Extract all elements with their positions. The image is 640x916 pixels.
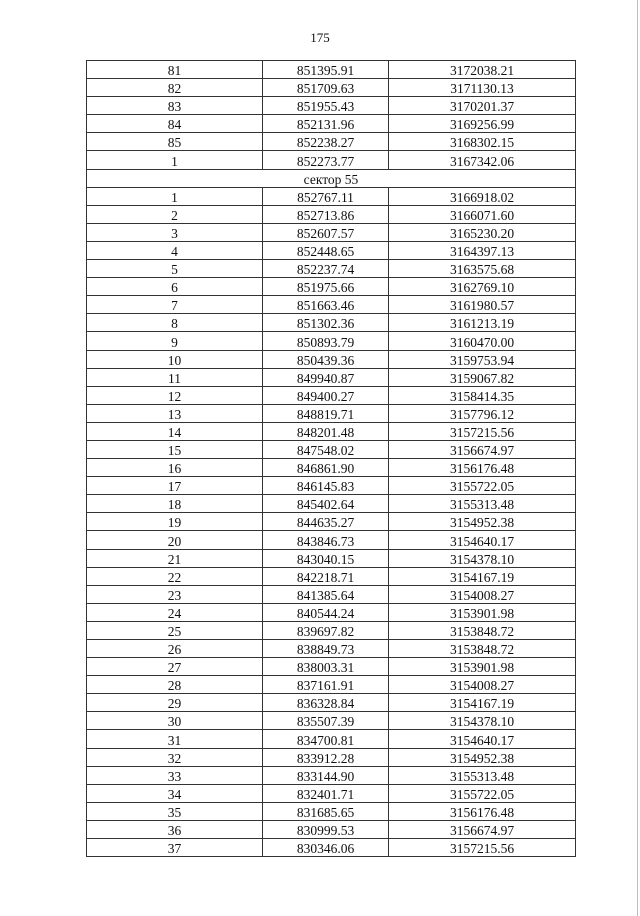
- x-coordinate-cell: 851955.43: [263, 97, 389, 115]
- x-coordinate-cell: 843846.73: [263, 531, 389, 549]
- table-row: [87, 187, 576, 205]
- y-coordinate-cell: 3153901.98: [389, 603, 576, 621]
- table-row: [87, 97, 576, 115]
- x-coordinate-cell: 847548.02: [263, 440, 389, 458]
- table-row: [87, 495, 576, 513]
- y-coordinate-cell: 3154008.27: [389, 676, 576, 694]
- y-coordinate-cell: 3161213.19: [389, 314, 576, 332]
- table-row: [87, 440, 576, 458]
- table-row: [87, 730, 576, 748]
- point-number-cell: 11: [87, 368, 263, 386]
- point-number-cell: 37: [87, 839, 263, 857]
- y-coordinate-cell: 3161980.57: [389, 296, 576, 314]
- x-coordinate-cell: 852273.77: [263, 151, 389, 169]
- x-coordinate-cell: 849940.87: [263, 368, 389, 386]
- table-row: [87, 386, 576, 404]
- table-row: [87, 205, 576, 223]
- point-number-cell: 1: [87, 151, 263, 169]
- point-number-cell: 31: [87, 730, 263, 748]
- point-number-cell: 10: [87, 350, 263, 368]
- y-coordinate-cell: 3154167.19: [389, 694, 576, 712]
- coordinates-table-body: [87, 61, 576, 857]
- x-coordinate-cell: 830346.06: [263, 839, 389, 857]
- point-number-cell: 83: [87, 97, 263, 115]
- y-coordinate-cell: 3157215.56: [389, 422, 576, 440]
- x-coordinate-cell: 843040.15: [263, 549, 389, 567]
- y-coordinate-cell: 3165230.20: [389, 223, 576, 241]
- table-row: [87, 603, 576, 621]
- y-coordinate-cell: 3156674.97: [389, 440, 576, 458]
- table-row: [87, 549, 576, 567]
- x-coordinate-cell: 851395.91: [263, 61, 389, 79]
- y-coordinate-cell: 3154378.10: [389, 549, 576, 567]
- table-row: [87, 223, 576, 241]
- x-coordinate-cell: 835507.39: [263, 712, 389, 730]
- y-coordinate-cell: 3172038.21: [389, 61, 576, 79]
- point-number-cell: 18: [87, 495, 263, 513]
- x-coordinate-cell: 852238.27: [263, 133, 389, 151]
- x-coordinate-cell: 842218.71: [263, 567, 389, 585]
- x-coordinate-cell: 850439.36: [263, 350, 389, 368]
- table-row: [87, 585, 576, 603]
- table-row: [87, 784, 576, 802]
- y-coordinate-cell: 3168302.15: [389, 133, 576, 151]
- x-coordinate-cell: 838003.31: [263, 658, 389, 676]
- table-row: [87, 820, 576, 838]
- point-number-cell: 29: [87, 694, 263, 712]
- y-coordinate-cell: 3163575.68: [389, 260, 576, 278]
- point-number-cell: 24: [87, 603, 263, 621]
- coordinates-table: [86, 60, 576, 857]
- table-row: [87, 839, 576, 857]
- y-coordinate-cell: 3170201.37: [389, 97, 576, 115]
- table-row: [87, 748, 576, 766]
- y-coordinate-cell: 3155722.05: [389, 784, 576, 802]
- sector-header-row: [87, 169, 576, 187]
- point-number-cell: 3: [87, 223, 263, 241]
- table-row: [87, 241, 576, 259]
- point-number-cell: 28: [87, 676, 263, 694]
- table-row: [87, 332, 576, 350]
- table-row: [87, 350, 576, 368]
- x-coordinate-cell: 852131.96: [263, 115, 389, 133]
- point-number-cell: 27: [87, 658, 263, 676]
- x-coordinate-cell: 852237.74: [263, 260, 389, 278]
- point-number-cell: 22: [87, 567, 263, 585]
- y-coordinate-cell: 3159067.82: [389, 368, 576, 386]
- table-row: [87, 513, 576, 531]
- y-coordinate-cell: 3156674.97: [389, 820, 576, 838]
- point-number-cell: 20: [87, 531, 263, 549]
- y-coordinate-cell: 3154952.38: [389, 748, 576, 766]
- table-row: [87, 115, 576, 133]
- x-coordinate-cell: 850893.79: [263, 332, 389, 350]
- point-number-cell: 32: [87, 748, 263, 766]
- y-coordinate-cell: 3166071.60: [389, 205, 576, 223]
- x-coordinate-cell: 852767.11: [263, 187, 389, 205]
- point-number-cell: 82: [87, 79, 263, 97]
- x-coordinate-cell: 837161.91: [263, 676, 389, 694]
- x-coordinate-cell: 848201.48: [263, 422, 389, 440]
- x-coordinate-cell: 851663.46: [263, 296, 389, 314]
- x-coordinate-cell: 851709.63: [263, 79, 389, 97]
- point-number-cell: 7: [87, 296, 263, 314]
- x-coordinate-cell: 838849.73: [263, 640, 389, 658]
- x-coordinate-cell: 851302.36: [263, 314, 389, 332]
- x-coordinate-cell: 833144.90: [263, 766, 389, 784]
- table-row: [87, 133, 576, 151]
- scan-edge-line: [637, 0, 638, 916]
- table-row: [87, 314, 576, 332]
- x-coordinate-cell: 832401.71: [263, 784, 389, 802]
- y-coordinate-cell: 3159753.94: [389, 350, 576, 368]
- y-coordinate-cell: 3154952.38: [389, 513, 576, 531]
- table-row: [87, 459, 576, 477]
- y-coordinate-cell: 3155722.05: [389, 477, 576, 495]
- y-coordinate-cell: 3157215.56: [389, 839, 576, 857]
- x-coordinate-cell: 845402.64: [263, 495, 389, 513]
- point-number-cell: 17: [87, 477, 263, 495]
- table-row: [87, 640, 576, 658]
- table-row: [87, 368, 576, 386]
- y-coordinate-cell: 3154640.17: [389, 730, 576, 748]
- point-number-cell: 30: [87, 712, 263, 730]
- table-row: [87, 567, 576, 585]
- x-coordinate-cell: 836328.84: [263, 694, 389, 712]
- x-coordinate-cell: 830999.53: [263, 820, 389, 838]
- point-number-cell: 36: [87, 820, 263, 838]
- point-number-cell: 26: [87, 640, 263, 658]
- y-coordinate-cell: 3156176.48: [389, 802, 576, 820]
- x-coordinate-cell: 846861.90: [263, 459, 389, 477]
- y-coordinate-cell: 3166918.02: [389, 187, 576, 205]
- point-number-cell: 23: [87, 585, 263, 603]
- y-coordinate-cell: 3154167.19: [389, 567, 576, 585]
- y-coordinate-cell: 3162769.10: [389, 278, 576, 296]
- table-row: [87, 712, 576, 730]
- x-coordinate-cell: 849400.27: [263, 386, 389, 404]
- table-row: [87, 676, 576, 694]
- y-coordinate-cell: 3155313.48: [389, 495, 576, 513]
- point-number-cell: 85: [87, 133, 263, 151]
- point-number-cell: 25: [87, 621, 263, 639]
- y-coordinate-cell: 3164397.13: [389, 241, 576, 259]
- y-coordinate-cell: 3153848.72: [389, 621, 576, 639]
- y-coordinate-cell: 3160470.00: [389, 332, 576, 350]
- point-number-cell: 4: [87, 241, 263, 259]
- point-number-cell: 21: [87, 549, 263, 567]
- table-row: [87, 61, 576, 79]
- x-coordinate-cell: 852607.57: [263, 223, 389, 241]
- y-coordinate-cell: 3171130.13: [389, 79, 576, 97]
- table-row: [87, 151, 576, 169]
- x-coordinate-cell: 844635.27: [263, 513, 389, 531]
- point-number-cell: 35: [87, 802, 263, 820]
- table-row: [87, 621, 576, 639]
- x-coordinate-cell: 841385.64: [263, 585, 389, 603]
- point-number-cell: 81: [87, 61, 263, 79]
- sector-title: сектор 55: [87, 169, 576, 187]
- y-coordinate-cell: 3167342.06: [389, 151, 576, 169]
- y-coordinate-cell: 3155313.48: [389, 766, 576, 784]
- table-row: [87, 531, 576, 549]
- table-row: [87, 296, 576, 314]
- table-row: [87, 802, 576, 820]
- table-row: [87, 694, 576, 712]
- y-coordinate-cell: 3169256.99: [389, 115, 576, 133]
- point-number-cell: 19: [87, 513, 263, 531]
- point-number-cell: 13: [87, 404, 263, 422]
- point-number-cell: 34: [87, 784, 263, 802]
- x-coordinate-cell: 852713.86: [263, 205, 389, 223]
- y-coordinate-cell: 3153848.72: [389, 640, 576, 658]
- point-number-cell: 6: [87, 278, 263, 296]
- x-coordinate-cell: 851975.66: [263, 278, 389, 296]
- x-coordinate-cell: 848819.71: [263, 404, 389, 422]
- point-number-cell: 5: [87, 260, 263, 278]
- point-number-cell: 12: [87, 386, 263, 404]
- y-coordinate-cell: 3154008.27: [389, 585, 576, 603]
- y-coordinate-cell: 3154640.17: [389, 531, 576, 549]
- point-number-cell: 14: [87, 422, 263, 440]
- table-row: [87, 79, 576, 97]
- table-row: [87, 658, 576, 676]
- point-number-cell: 84: [87, 115, 263, 133]
- x-coordinate-cell: 846145.83: [263, 477, 389, 495]
- y-coordinate-cell: 3154378.10: [389, 712, 576, 730]
- point-number-cell: 2: [87, 205, 263, 223]
- y-coordinate-cell: 3156176.48: [389, 459, 576, 477]
- y-coordinate-cell: 3153901.98: [389, 658, 576, 676]
- x-coordinate-cell: 831685.65: [263, 802, 389, 820]
- table-row: [87, 422, 576, 440]
- table-row: [87, 260, 576, 278]
- x-coordinate-cell: 840544.24: [263, 603, 389, 621]
- table-row: [87, 477, 576, 495]
- table-row: [87, 404, 576, 422]
- point-number-cell: 8: [87, 314, 263, 332]
- point-number-cell: 1: [87, 187, 263, 205]
- table-row: [87, 278, 576, 296]
- x-coordinate-cell: 839697.82: [263, 621, 389, 639]
- y-coordinate-cell: 3158414.35: [389, 386, 576, 404]
- page-number: 175: [310, 30, 330, 45]
- y-coordinate-cell: 3157796.12: [389, 404, 576, 422]
- x-coordinate-cell: 834700.81: [263, 730, 389, 748]
- point-number-cell: 16: [87, 459, 263, 477]
- table-row: [87, 766, 576, 784]
- x-coordinate-cell: 852448.65: [263, 241, 389, 259]
- point-number-cell: 33: [87, 766, 263, 784]
- point-number-cell: 9: [87, 332, 263, 350]
- point-number-cell: 15: [87, 440, 263, 458]
- x-coordinate-cell: 833912.28: [263, 748, 389, 766]
